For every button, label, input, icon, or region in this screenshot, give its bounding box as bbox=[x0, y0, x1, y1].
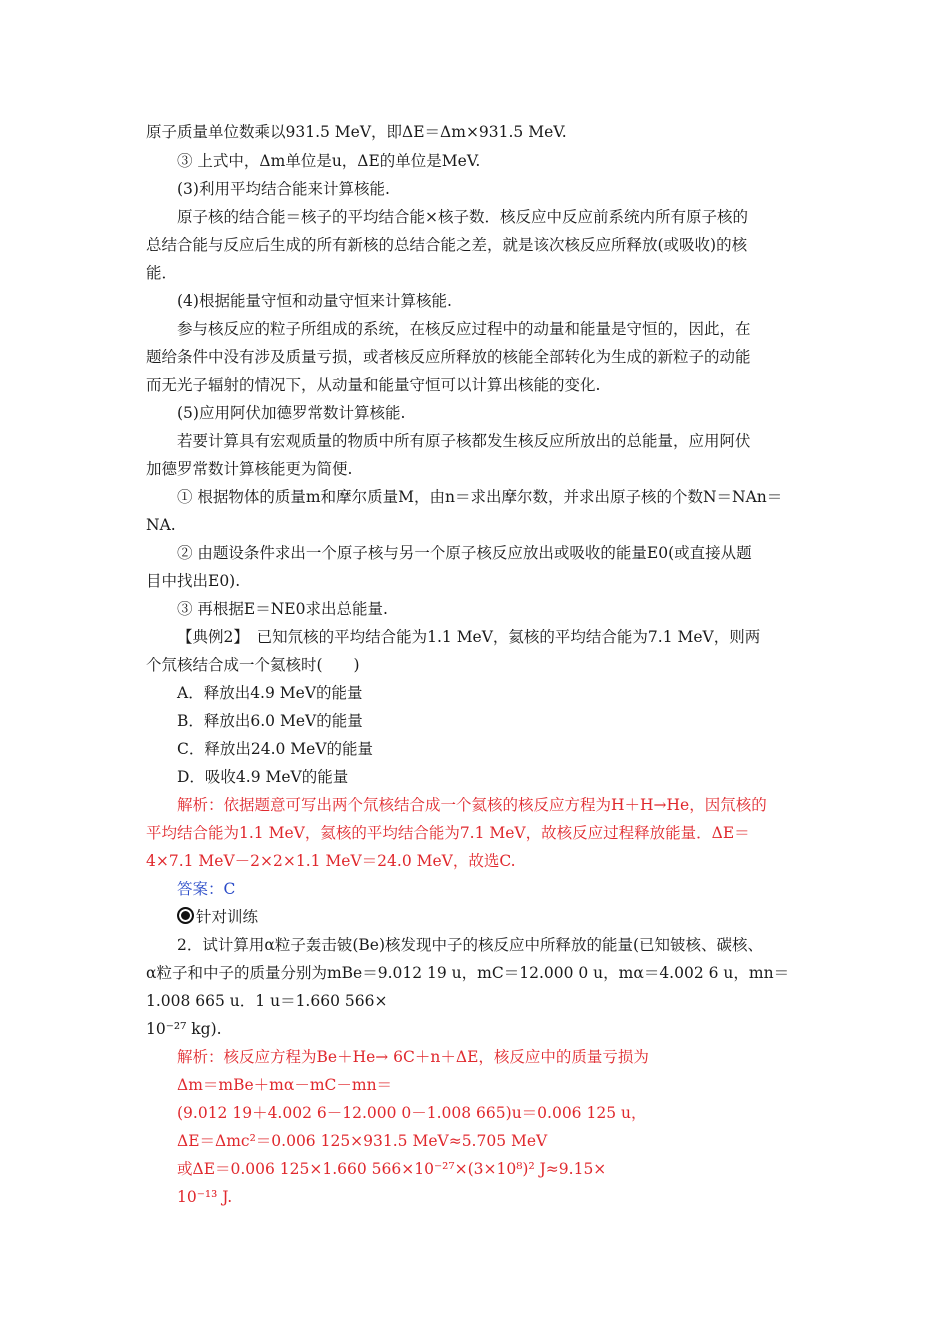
training-heading bbox=[177, 907, 258, 927]
example-heading: 【典例2】 已知氘核的平均结合能为1.1 MeV，氦核的平均结合能为7.1 MeV，则两 bbox=[177, 628, 761, 646]
text-line: 原子质量单位数乘以931.5 MeV，即ΔE＝Δm×931.5 MeV. bbox=[146, 123, 567, 141]
choice-b: B．释放出6.0 MeV的能量 bbox=[177, 712, 363, 730]
text-line: α粒子和中子的质量分别为mBe＝9.012 19 u，mC＝12.000 0 u，mα＝4.002 6 u，mn＝ bbox=[146, 964, 790, 982]
text-line: 2．试计算用α粒子轰击铍(Be)核发现中子的核反应中所释放的能量(已知铍核、碳核、 bbox=[177, 936, 764, 954]
text-line: ③ 再根据E＝NE0求出总能量. bbox=[177, 600, 388, 618]
training-label: 针对训练 bbox=[196, 908, 259, 926]
solution-line: Δm＝mBe＋mα－mC－mn＝ bbox=[177, 1076, 393, 1094]
text-line: 能． bbox=[146, 264, 178, 282]
solution-line: 解析：核反应方程为Be＋He→ 6C＋n＋ΔE，核反应中的质量亏损为 bbox=[177, 1048, 649, 1066]
text-line: 参与核反应的粒子所组成的系统，在核反应过程中的动量和能量是守恒的，因此，在 bbox=[177, 320, 751, 338]
text-line: 1.008 665 u．1 u＝1.660 566× bbox=[146, 992, 388, 1010]
choice-d: D．吸收4.9 MeV的能量 bbox=[177, 768, 349, 786]
solution-line: 平均结合能为1.1 MeV，氦核的平均结合能为7.1 MeV，故核反应过程释放能量．ΔE＝ bbox=[146, 824, 750, 842]
text-line: 题给条件中没有涉及质量亏损，或者核反应所释放的核能全部转化为生成的新粒子的动能 bbox=[146, 348, 751, 366]
text-line: 而无光子辐射的情况下，从动量和能量守恒可以计算出核能的变化. bbox=[146, 376, 601, 394]
text-line: NA. bbox=[146, 516, 176, 534]
choice-c: C．释放出24.0 MeV的能量 bbox=[177, 740, 374, 758]
text-line: (4)根据能量守恒和动量守恒来计算核能. bbox=[177, 292, 452, 310]
text-line: 目中找出E0). bbox=[146, 572, 241, 590]
text-line: ③ 上式中，Δm单位是u，ΔE的单位是MeV. bbox=[177, 152, 481, 170]
text-line: 10⁻²⁷ kg). bbox=[146, 1020, 222, 1038]
solution-line: 或ΔE＝0.006 125×1.660 566×10⁻²⁷×(3×10⁸)² J≈9.15× bbox=[177, 1160, 607, 1178]
text-line: (5)应用阿伏加德罗常数计算核能. bbox=[177, 404, 406, 422]
solution-line: 解析：依据题意可写出两个氘核结合成一个氦核的核反应方程为H＋H→He，因氘核的 bbox=[177, 796, 767, 814]
text-line: 加德罗常数计算核能更为简便. bbox=[146, 460, 353, 478]
text-line: 原子核的结合能＝核子的平均结合能×核子数．核反应中反应前系统内所有原子核的 bbox=[177, 208, 748, 226]
solution-line: ΔE＝Δmc²＝0.006 125×931.5 MeV≈5.705 MeV bbox=[177, 1132, 548, 1150]
text-line: 若要计算具有宏观质量的物质中所有原子核都发生核反应所放出的总能量，应用阿伏 bbox=[177, 432, 751, 450]
solution-line: 10⁻¹³ J. bbox=[177, 1188, 233, 1206]
text-line: ② 由题设条件求出一个原子核与另一个原子核反应放出或吸收的能量E0(或直接从题 bbox=[177, 544, 752, 562]
bullet-icon bbox=[177, 907, 194, 924]
text-line: ① 根据物体的质量m和摩尔质量M，由n＝求出摩尔数，并求出原子核的个数N＝NAn＝ bbox=[177, 488, 783, 506]
solution-line: 4×7.1 MeV－2×2×1.1 MeV＝24.0 MeV，故选C. bbox=[146, 852, 516, 870]
text-line: 个氘核结合成一个氦核时( ) bbox=[146, 656, 360, 674]
solution-line: (9.012 19＋4.002 6－12.000 0－1.008 665)u＝0.006 125 u， bbox=[177, 1104, 647, 1122]
text-line: (3)利用平均结合能来计算核能. bbox=[177, 180, 390, 198]
text-line: 总结合能与反应后生成的所有新核的总结合能之差，就是该次核反应所释放(或吸收)的核 bbox=[146, 236, 748, 254]
answer-line: 答案：C bbox=[177, 880, 236, 898]
choice-a: A．释放出4.9 MeV的能量 bbox=[177, 684, 363, 702]
